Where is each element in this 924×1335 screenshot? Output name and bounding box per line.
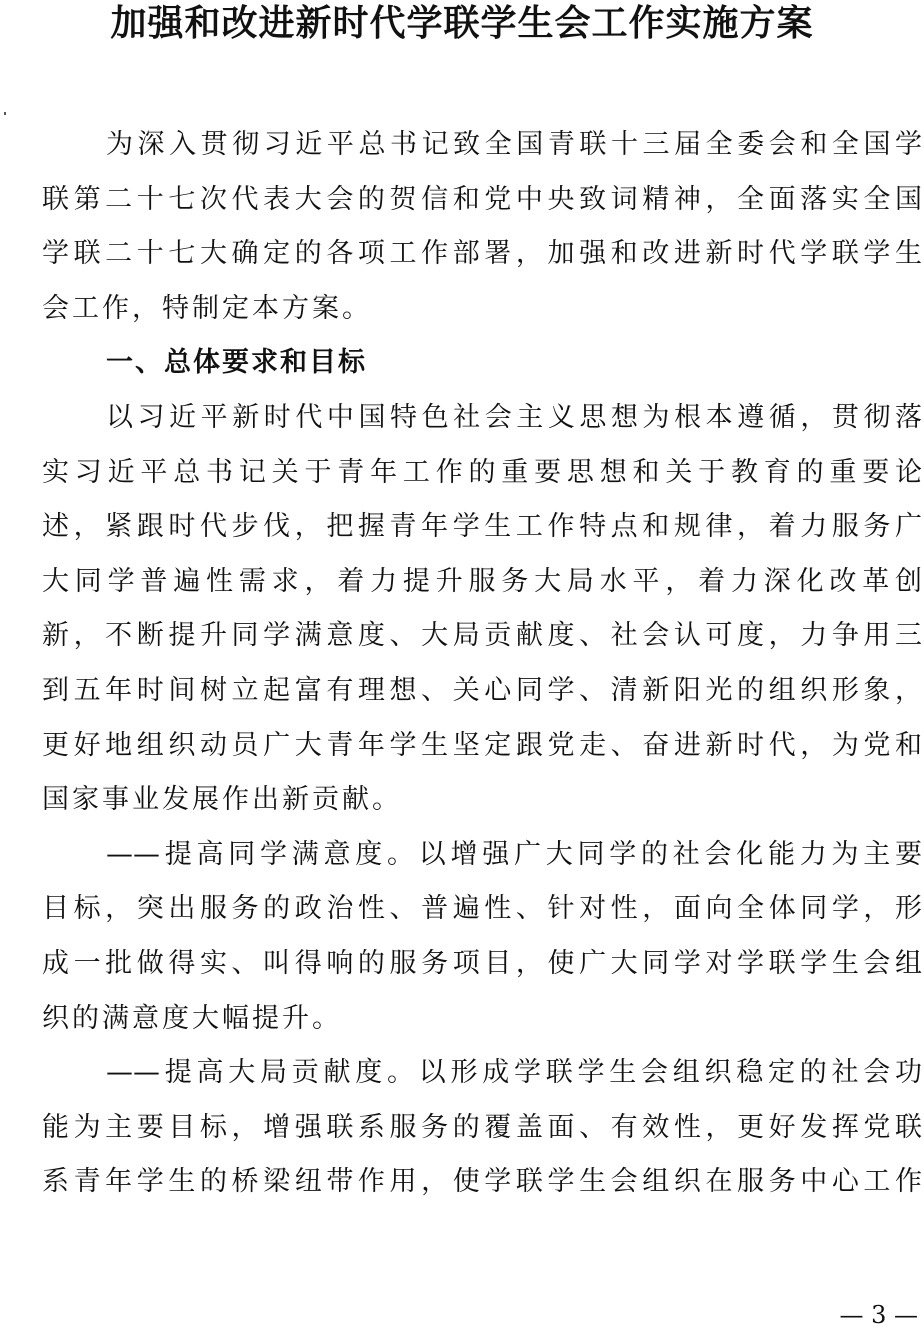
paragraph-line: ——提高同学满意度。以增强广大同学的社会化能力为主要 — [106, 838, 922, 870]
document-title: 加强和改进新时代学联学生会工作实施方案 — [110, 2, 814, 44]
paragraph-line: 学联二十七大确定的各项工作部署，加强和改进新时代学联学生 — [42, 238, 922, 270]
paragraph-line: 更好地组织动员广大青年学生坚定跟党走、奋进新时代，为党和 — [42, 729, 922, 761]
paragraph-line: ——提高大局贡献度。以形成学联学生会组织稳定的社会功 — [106, 1057, 922, 1089]
paragraph-line: 大同学普遍性需求，着力提升服务大局水平，着力深化改革创 — [42, 565, 922, 597]
page-number: — 3 — — [839, 1301, 918, 1329]
paragraph-line: 联第二十七次代表大会的贺信和党中央致词精神，全面落实全国 — [42, 183, 922, 215]
paragraph-line: 实习近平总书记关于青年工作的重要思想和关于教育的重要论 — [42, 456, 922, 488]
paragraph-line: 为深入贯彻习近平总书记致全国青联十三届全委会和全国学 — [106, 129, 922, 160]
paragraph-line: 织的满意度大幅提升。 — [42, 1002, 342, 1034]
margin-mark — [4, 112, 6, 115]
paragraph-line: 新，不断提升同学满意度、大局贡献度、社会认可度，力争用三 — [42, 620, 922, 652]
paragraph-line: 目标，突出服务的政治性、普遍性、针对性，面向全体同学，形 — [42, 893, 922, 925]
paragraph-line: 成一批做得实、叫得响的服务项目，使广大同学对学联学生会组 — [42, 947, 922, 979]
paragraph-line: 国家事业发展作出新贡献。 — [42, 784, 402, 816]
paragraph-line: 会工作，特制定本方案。 — [42, 292, 372, 324]
document-body — [42, 118, 922, 1210]
paragraph-line: 以习近平新时代中国特色社会主义思想为根本遵循，贯彻落 — [106, 401, 922, 433]
paragraph-line: 系青年学生的桥梁纽带作用，使学联学生会组织在服务中心工作 — [42, 1166, 922, 1198]
section-heading: 一、总体要求和目标 — [106, 347, 367, 379]
paragraph-line: 到五年时间树立起富有理想、关心同学、清新阳光的组织形象， — [42, 674, 922, 706]
paragraph-line: 能为主要目标，增强联系服务的覆盖面、有效性，更好发挥党联 — [42, 1111, 922, 1143]
paragraph-line: 述，紧跟时代步伐，把握青年学生工作特点和规律，着力服务广 — [42, 511, 922, 543]
